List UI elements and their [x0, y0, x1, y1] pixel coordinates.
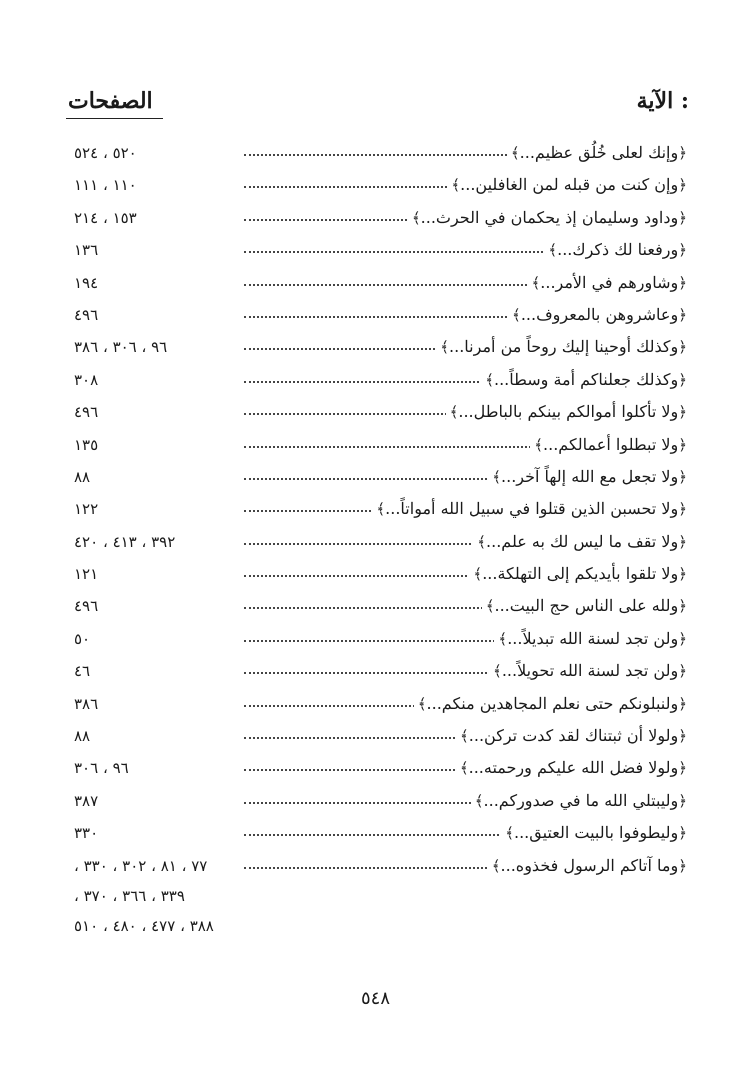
ornate-bracket-open-icon: ﴿	[678, 694, 687, 713]
index-entry	[0, 624, 751, 656]
ornate-bracket-open-icon: ﴿	[678, 403, 687, 422]
index-entry	[0, 494, 751, 526]
page-references: ٤٦	[74, 662, 91, 681]
verse-text-line	[469, 561, 687, 587]
ornate-bracket-close-icon: ﴾	[411, 208, 421, 227]
verse-text: وداود وسليمان إذ يحكمان في الحرث...	[420, 207, 679, 227]
verse-text-line	[471, 788, 687, 814]
page-references: ١١٠ ، ١١١	[74, 176, 137, 195]
header-pages-title: الصفحات	[68, 88, 153, 114]
ornate-bracket-close-icon: ﴾	[498, 629, 508, 648]
page-references: ٣٨٦	[74, 694, 99, 713]
verse-text: وما آتاكم الرسول فخذوه...	[500, 855, 679, 875]
ornate-bracket-open-icon: ﴿	[678, 338, 687, 357]
verse-index-list	[0, 138, 751, 943]
verse-text: ولا تحسبن الذين قتلوا في سبيل الله أمواتاً...	[385, 499, 679, 519]
ornate-bracket-close-icon: ﴾	[493, 662, 502, 681]
verse-text-line	[530, 432, 687, 458]
index-entry	[0, 203, 751, 235]
ornate-bracket-open-icon: ﴿	[678, 597, 687, 616]
verse-text-line	[456, 723, 687, 749]
verse-text: وكذلك جعلناكم أمة وسطاً...	[493, 369, 679, 389]
index-entry	[0, 591, 751, 623]
ornate-bracket-open-icon: ﴿	[678, 532, 687, 551]
page-references: ٨٨	[74, 727, 91, 746]
page-references: ٤٩٦	[74, 305, 99, 324]
index-entry	[0, 300, 751, 332]
ornate-bracket-close-icon: ﴾	[548, 241, 558, 260]
ornate-bracket-close-icon: ﴾	[485, 370, 494, 389]
verse-text-line	[527, 270, 687, 296]
verse-text-line	[482, 593, 687, 619]
page-number: ٥٤٨	[360, 988, 390, 1009]
verse-text-line	[446, 399, 687, 425]
ornate-bracket-open-icon: ﴿	[678, 208, 687, 227]
ornate-bracket-open-icon: ﴿	[678, 629, 687, 648]
index-entry	[0, 365, 751, 397]
ornate-bracket-open-icon: ﴿	[678, 662, 687, 681]
page-references: ١٢٢	[74, 500, 99, 519]
verse-text-line	[481, 367, 687, 393]
ornate-bracket-close-icon: ﴾	[440, 338, 450, 357]
page-references: ١٣٦	[74, 241, 99, 260]
page-references: ٣٣٩ ، ٣٦٦ ، ٣٧٠ ،	[74, 886, 185, 905]
verse-text: ولا تلقوا بأيديكم إلى التهلكة...	[482, 564, 679, 584]
verse-text: ولا تبطلوا أعمالكم...	[543, 434, 679, 454]
index-entry	[0, 332, 751, 364]
index-entry	[0, 656, 751, 688]
ornate-bracket-close-icon: ﴾	[531, 273, 541, 292]
page-references-continuation	[0, 913, 751, 943]
ornate-bracket-close-icon: ﴾	[473, 565, 483, 584]
page-references: ٣٠٨	[74, 370, 99, 389]
ornate-bracket-close-icon: ﴾	[474, 791, 484, 810]
ornate-bracket-open-icon: ﴿	[678, 791, 687, 810]
page-references: ٥٠	[74, 629, 91, 648]
verse-text-line	[408, 205, 687, 231]
index-entry	[0, 786, 751, 818]
verse-text: ولولا أن ثبتناك لقد كدت تركن...	[468, 726, 679, 746]
page-references: ٣٣٠	[74, 824, 99, 843]
verse-text: ولن تجد لسنة الله تبديلاً...	[507, 628, 679, 648]
page-references: ٤٩٦	[74, 403, 99, 422]
page-references: ٣٩٢ ، ٤١٣ ، ٤٢٠	[74, 532, 176, 551]
ornate-bracket-open-icon: ﴿	[678, 565, 687, 584]
verse-text-line	[447, 172, 687, 198]
verse-text: ولا تقف ما ليس لك به علم...	[486, 531, 679, 551]
ornate-bracket-open-icon: ﴿	[678, 370, 687, 389]
ornate-bracket-open-icon: ﴿	[678, 305, 687, 324]
index-entry	[0, 462, 751, 494]
verse-text: ورفعنا لك ذكرك...	[557, 240, 679, 260]
verse-text-line	[494, 626, 687, 652]
ornate-bracket-close-icon: ﴾	[492, 467, 502, 486]
ornate-bracket-close-icon: ﴾	[459, 759, 469, 778]
verse-text-line	[488, 853, 687, 879]
verse-text-line	[414, 691, 687, 717]
verse-text: وكذلك أوحينا إليك روحاً من أمرنا...	[449, 337, 679, 357]
verse-text-line	[508, 302, 687, 328]
index-entry	[0, 235, 751, 267]
ornate-bracket-open-icon: ﴿	[678, 435, 687, 454]
ornate-bracket-open-icon: ﴿	[678, 144, 687, 162]
index-entry	[0, 527, 751, 559]
index-entry	[0, 559, 751, 591]
ornate-bracket-close-icon: ﴾	[460, 727, 469, 746]
index-entry	[0, 397, 751, 429]
verse-text: وإن كنت من قبله لمن الغافلين...	[460, 175, 679, 195]
ornate-bracket-close-icon: ﴾	[451, 176, 461, 195]
verse-text: ولن تجد لسنة الله تحويلاً...	[501, 661, 679, 681]
ornate-bracket-open-icon: ﴿	[678, 241, 687, 260]
index-entry	[0, 430, 751, 462]
ornate-bracket-close-icon: ﴾	[505, 824, 514, 843]
ornate-bracket-close-icon: ﴾	[477, 532, 487, 551]
page-references: ٧٧ ، ٨١ ، ٣٠٢ ، ٣٣٠ ،	[74, 856, 208, 875]
index-entry	[0, 851, 751, 883]
ornate-bracket-close-icon: ﴾	[376, 500, 386, 519]
page-references: ٣٨٧	[74, 791, 99, 810]
verse-text-line	[473, 529, 687, 555]
ornate-bracket-open-icon: ﴿	[678, 467, 687, 486]
page-references: ٨٨	[74, 467, 91, 486]
page-references-continuation	[0, 883, 751, 913]
page-references: ٤٩٦	[74, 597, 99, 616]
verse-text-line	[488, 464, 687, 490]
page-references: ١٩٤	[74, 273, 99, 292]
verse-text: ولولا فضل الله عليكم ورحمته...	[468, 758, 679, 778]
ornate-bracket-open-icon: ﴿	[678, 727, 687, 746]
verse-text-line	[436, 334, 687, 360]
ornate-bracket-close-icon: ﴾	[512, 305, 521, 324]
ornate-bracket-close-icon: ﴾	[417, 694, 427, 713]
verse-text-line	[372, 496, 687, 522]
verse-text: ولا تجعل مع الله إلهاً آخر...	[501, 466, 679, 486]
index-entry	[0, 268, 751, 300]
verse-text: ولله على الناس حج البيت...	[494, 596, 679, 616]
page-references: ١٥٣ ، ٢١٤	[74, 208, 137, 227]
header-verse-title: الآية :	[636, 88, 689, 114]
ornate-bracket-close-icon: ﴾	[449, 403, 459, 422]
ornate-bracket-open-icon: ﴿	[678, 500, 687, 519]
ornate-bracket-open-icon: ﴿	[678, 273, 687, 292]
page-references: ٥٢٠ ، ٥٢٤	[74, 144, 137, 162]
index-entry	[0, 753, 751, 785]
verse-text: وإنك لعلى خُلُق عظيم...	[519, 143, 679, 162]
ornate-bracket-close-icon: ﴾	[510, 144, 520, 162]
index-entry	[0, 689, 751, 721]
index-entry	[0, 170, 751, 202]
page-references: ٩٦ ، ٣٠٦ ، ٣٨٦	[74, 338, 168, 357]
ornate-bracket-open-icon: ﴿	[678, 824, 687, 843]
verse-text-line	[489, 658, 687, 684]
page-references: ٣٨٨ ، ٤٧٧ ، ٤٨٠ ، ٥١٠	[74, 916, 214, 935]
ornate-bracket-open-icon: ﴿	[678, 856, 687, 875]
verse-text: وعاشروهن بالمعروف...	[520, 304, 679, 324]
ornate-bracket-close-icon: ﴾	[534, 435, 544, 454]
verse-text: ولا تأكلوا أموالكم بينكم بالباطل...	[458, 402, 679, 422]
verse-text: وليبتلي الله ما في صدوركم...	[483, 790, 679, 810]
ornate-bracket-open-icon: ﴿	[678, 759, 687, 778]
index-entry	[0, 138, 751, 170]
header-underline	[66, 118, 163, 119]
verse-text: وليطوفوا بالبيت العتيق...	[513, 823, 679, 843]
verse-text: وشاورهم في الأمر...	[540, 272, 679, 292]
page-references: ١٢١	[74, 565, 99, 584]
verse-text-line	[501, 820, 687, 846]
ornate-bracket-open-icon: ﴿	[678, 176, 687, 195]
verse-text-line	[456, 755, 687, 781]
ornate-bracket-close-icon: ﴾	[485, 597, 495, 616]
verse-text: ولنبلونكم حتى نعلم المجاهدين منكم...	[426, 693, 679, 713]
ornate-bracket-close-icon: ﴾	[491, 856, 501, 875]
page-references: ٩٦ ، ٣٠٦	[74, 759, 129, 778]
index-entry	[0, 721, 751, 753]
page-references: ١٣٥	[74, 435, 99, 454]
verse-text-line	[507, 140, 687, 166]
index-entry	[0, 818, 751, 850]
verse-text-line	[544, 237, 687, 263]
